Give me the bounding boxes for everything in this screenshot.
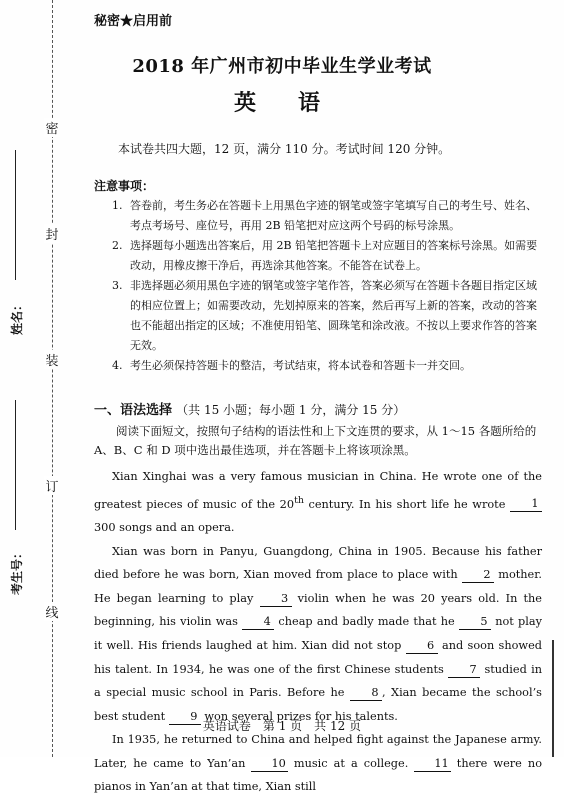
blank-6: 6: [406, 639, 438, 654]
passage-paragraph-1: Xian Xinghai was a very famous musician in China. He wrote one of the greatest pieces of music of the 20th century. In his short life he wrote 1 300 songs and an opera.: [94, 470, 542, 534]
blank-11: 11: [414, 757, 450, 772]
blank-8: 8: [350, 686, 382, 701]
blank-4: 4: [242, 615, 274, 630]
name-write-line: [15, 150, 16, 280]
binding-char-xian: 线: [44, 602, 60, 621]
subject-title: 英 语: [233, 90, 330, 116]
notice-list: [112, 196, 542, 376]
notice-item: 4. 考生必须保持答题卡的整洁，考试结束，将本试卷和答题卡一并交回。: [112, 359, 471, 372]
binding-char-feng: 封: [44, 224, 60, 243]
page-edge-shadow: [552, 640, 554, 757]
blank-7: 7: [448, 663, 480, 678]
binding-char-zhuang: 装: [44, 350, 60, 369]
blank-10: 10: [251, 757, 287, 772]
notice-item: 2. 选择题每小题选出答案后，用 2B 铅笔把答题卡上对应题目的答案标号涂黑。如需要改动，用橡皮擦干净后，再选涂其他答案。不能答在试卷上。: [112, 239, 538, 272]
page-footer: 英语试卷 第 1 页 共 12 页: [202, 719, 362, 733]
passage-paragraph-3: In 1935, he returned to China and helped fight against the Japanese army. Later, he came to Yan’an 10 music at a college. 11 there were no pianos in Yan’an at that time, Xian still: [94, 733, 542, 794]
name-label: 姓名：: [10, 298, 24, 335]
exam-id-label: 考生号：: [10, 546, 24, 595]
section-score-info: （共 15 小题；每小题 1 分，满分 15 分）: [176, 403, 406, 417]
blank-1: 1: [510, 497, 542, 512]
exam-title: 2018 年广州市初中毕业生学业考试: [132, 56, 432, 77]
binding-char-mi: 密: [44, 118, 60, 137]
notice-item: 3. 非选择题必须用黑色字迹的钢笔或签字笔作答，答案必须写在答题卡各题目指定区域的相应位置上；如需要改动，先划掉原来的答案，然后再写上新的答案，改动的答案也不能超出指定的区域；不准使用铅笔、圆珠笔和涂改液。不按以上要求作答的答案无效。: [112, 279, 537, 352]
exam-intro: 本试卷共四大题，12 页，满分 110 分。考试时间 120 分钟。: [118, 142, 451, 156]
reading-passage: [94, 465, 542, 799]
section-directions: 阅读下面短文，按照句子结构的语法性和上下文连贯的要求，从 1～15 各题所给的 A、B、C 和 D 项中选出最佳选项，并在答题卡上将该项涂黑。: [94, 424, 537, 457]
id-write-line: [15, 400, 16, 530]
section-heading: [94, 399, 405, 418]
notice-heading: 注意事项：: [94, 179, 155, 193]
notice-item: 1. 答卷前，考生务必在答题卡上用黑色字迹的钢笔或签字笔填写自己的考生号、姓名、考点考场号、座位号，再用 2B 铅笔把对应这两个号码的标号涂黑。: [112, 199, 537, 232]
section-title: 一、语法选择: [94, 403, 173, 418]
binding-char-ding: 订: [44, 476, 60, 495]
blank-9: 9: [169, 710, 201, 725]
passage-paragraph-2: Xian was born in Panyu, Guangdong, China in 1905. Because his father died before he was born, Xian moved from place to place with 2 mother. He began learning to play 3 violin when he was 20 years old. In the beginning, his violin was 4 cheap and badly made that he 5 not play it well. His friends laughed at him. Xian did not stop 6 and soon showed his talent. In 1934, he was one of the first Chinese students 7 studied in a special music school in Paris. Before he 8 , Xian became the school’s best student 9 won several prizes for his talents.: [94, 544, 543, 723]
blank-2: 2: [462, 568, 494, 583]
blank-5: 5: [459, 615, 491, 630]
secret-label: 秘密★启用前: [94, 14, 173, 29]
blank-3: 3: [260, 592, 292, 607]
